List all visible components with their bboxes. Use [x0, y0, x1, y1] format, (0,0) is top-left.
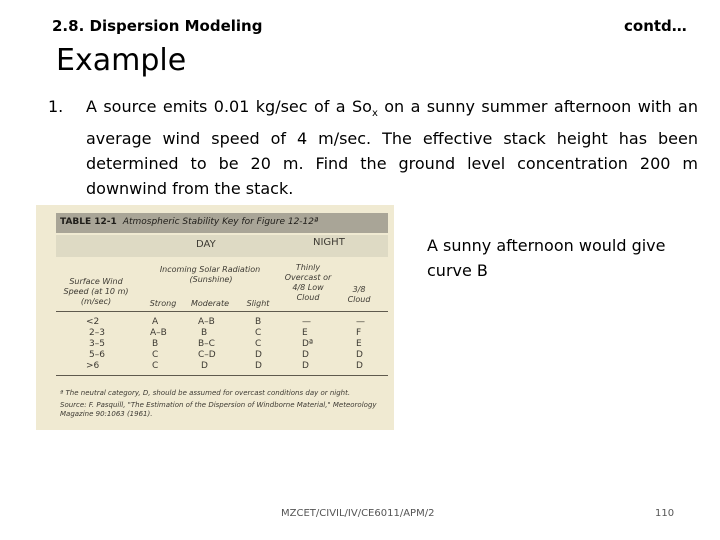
table-caption-label: TABLE 12-1 — [60, 217, 117, 227]
table-cell: — — [302, 317, 311, 327]
table-cell: D — [356, 361, 363, 371]
table-cell: B — [201, 328, 208, 338]
incoming-radiation-header: Incoming Solar Radiation — [159, 265, 261, 274]
table-cell: 2–3 — [89, 328, 105, 338]
table-caption — [60, 217, 318, 227]
table-cell: >6 — [86, 361, 100, 371]
table-cell: C — [152, 361, 159, 371]
problem-statement — [48, 94, 698, 201]
table-rule-top — [56, 311, 388, 312]
table-cell: 5–6 — [89, 350, 105, 360]
table-cell: D — [302, 361, 309, 371]
sunshine-header: (Sunshine) — [189, 275, 233, 284]
course-code-footer: MZCET/CIVIL/IV/CE6011/APM/2 — [281, 508, 435, 519]
table-caption-title: Atmospheric Stability Key for Figure 12-12ª — [122, 217, 319, 227]
page-number: 110 — [655, 508, 675, 519]
table-cell: F — [356, 328, 362, 338]
table-cell: C — [255, 339, 262, 349]
continued-label: contd… — [624, 17, 687, 35]
table-cell: 3–5 — [89, 339, 105, 349]
col-slight: Slight — [246, 299, 270, 308]
problem-text-before: A source emits 0.01 kg/sec of a So — [86, 97, 372, 116]
section-title: 2.8. Dispersion Modeling — [52, 17, 263, 35]
curve-note: A sunny afternoon would give curve B — [427, 236, 666, 280]
table-cell: C — [255, 328, 262, 338]
slide-title: Example — [56, 43, 187, 78]
night-header: NIGHT — [313, 237, 345, 248]
wind-speed-header: Surface Wind Speed (at 10 m) (m/sec) — [63, 277, 129, 306]
table-rule-bottom — [56, 375, 388, 376]
table-cell: D — [302, 350, 309, 360]
stability-table-image — [36, 205, 394, 430]
table-cell: E — [356, 339, 362, 349]
table-cell: B — [255, 317, 262, 327]
table-cell: — — [356, 317, 365, 327]
table-cell: D — [255, 361, 262, 371]
table-cell: B–C — [198, 339, 215, 349]
table-source: Source: F. Pasquill, "The Estimation of the Dispersion of Windborne Material," Meteorology Magazine 90:1063 (1961). — [60, 401, 377, 418]
table-cell: A — [152, 317, 159, 327]
problem-text — [86, 94, 698, 201]
table-footnote: ª The neutral category, D, should be assumed for overcast conditions day or night. — [60, 389, 351, 397]
table-cell: A–B — [198, 317, 215, 327]
col-moderate: Moderate — [190, 299, 230, 308]
problem-text-after: on a sunny summer afternoon with an average wind speed of 4 m/sec. The effective stack height has been determined to be 20 m. Find the ground level concentration 200 m downwind from the stack. — [86, 97, 698, 199]
table-cell: D — [255, 350, 262, 360]
thinly-overcast-header: Thinly Overcast or 4/8 Low Cloud — [284, 263, 332, 302]
problem-number: 1. — [48, 97, 64, 116]
table-cell: C–D — [198, 350, 216, 360]
table-cell: <2 — [86, 317, 100, 327]
table-cell: A–B — [150, 328, 167, 338]
table-cell: B — [152, 339, 159, 349]
col-strong: Strong — [149, 299, 177, 308]
problem-subscript: x — [371, 108, 378, 120]
table-cell: D — [201, 361, 208, 371]
table-cell: C — [152, 350, 159, 360]
table-cell: D — [356, 350, 363, 360]
day-header: DAY — [196, 239, 216, 250]
cloud-header: 3/8 Cloud — [347, 285, 371, 304]
table-cell: E — [302, 328, 308, 338]
table-cell: Dª — [302, 339, 314, 349]
